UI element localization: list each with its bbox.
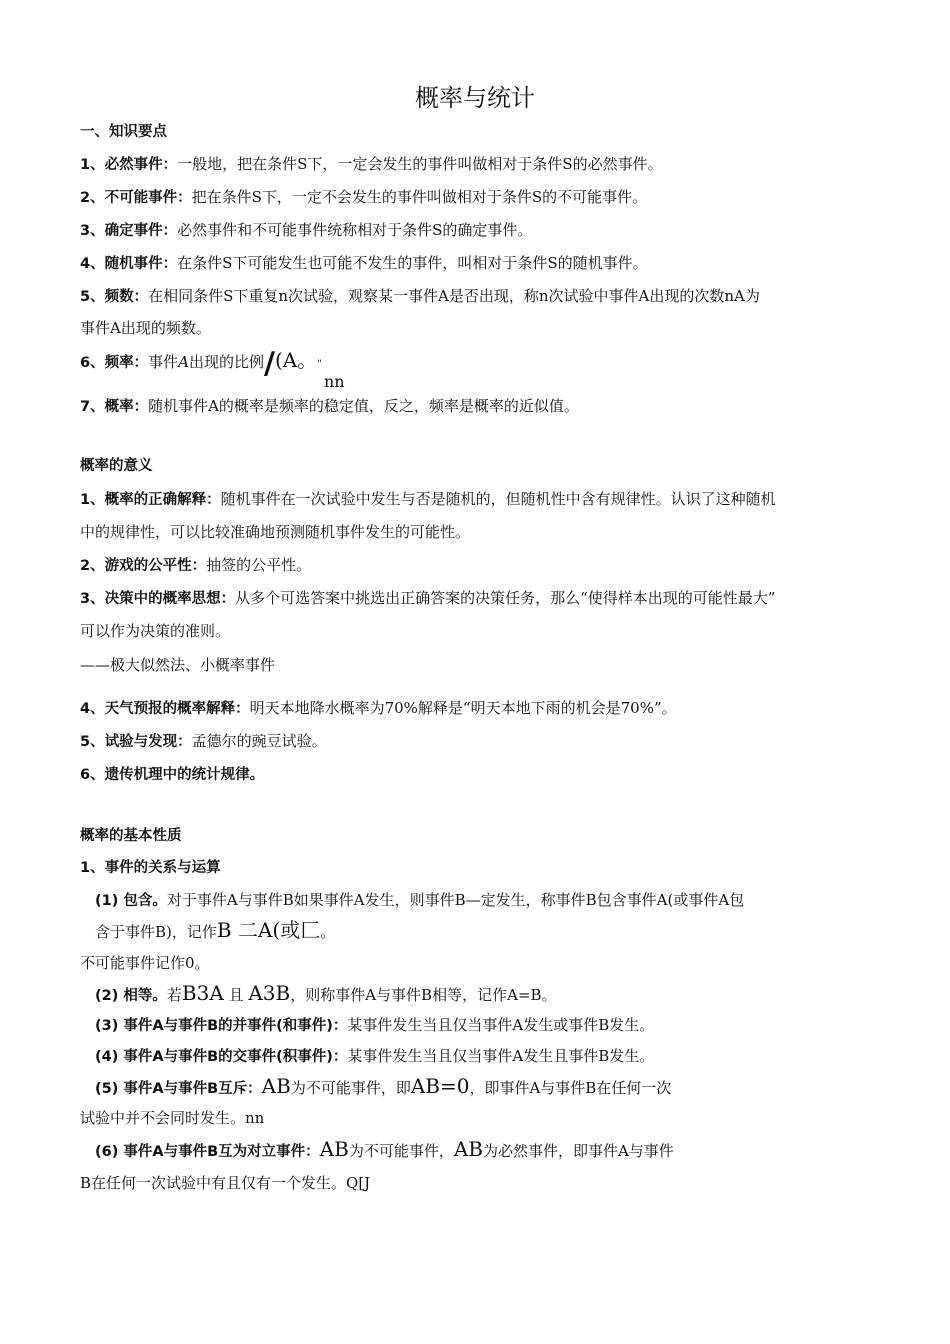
- item-frequency-rate: 6、频率：事件A出现的比例/(A。": [80, 346, 322, 381]
- item-weather-forecast: 4、天气预报的概率解释：明天本地降水概率为70%解释是“明天本地下雨的机会是70%”。: [80, 699, 677, 717]
- item-equality: (2) 相等。若B3A 且 A3B，则称事件A与事件B相等，记作A=B。: [95, 981, 557, 1005]
- item-experiment-discovery: 5、试验与发现：孟德尔的豌豆试验。: [80, 732, 327, 750]
- item-inclusion: (1) 包含。对于事件A与事件B如果事件A发生，则事件B—定发生，称事件B包含事件A(或事件A包: [95, 891, 745, 909]
- item-complementary-cont: B在任何一次试验中有且仅有一个发生。Q[J: [80, 1174, 371, 1192]
- item-frequency-count: 5、频数：在相同条件S下重复n次试验，观察某一事件A是否出现，称n次试验中事件A出现的次数nA为: [80, 287, 760, 305]
- item-correct-interpretation-cont: 中的规律性，可以比较准确地预测随机事件发生的可能性。: [80, 523, 471, 541]
- item-decision-thinking: 3、决策中的概率思想：从多个可选答案中挑选出正确答案的决策任务，那么“使得样本出现的可能性最大”: [80, 589, 776, 607]
- subheading-relations: 1、事件的关系与运算: [80, 860, 221, 876]
- item-probability: 7、概率：随机事件A的概率是频率的稳定值，反之，频率是概率的近似值。: [80, 397, 579, 415]
- page-title: 概率与统计: [415, 84, 535, 112]
- item-mutually-exclusive-cont: 试验中并不会同时发生。nn: [80, 1109, 265, 1127]
- item-certain-event: 1、必然事件：一般地，把在条件S下，一定会发生的事件叫做相对于条件S的必然事件。: [80, 155, 663, 173]
- section-heading-properties: 概率的基本性质: [80, 828, 182, 844]
- item-impossible-notation: 不可能事件记作0。: [80, 954, 210, 972]
- section-heading-meaning: 概率的意义: [80, 458, 153, 474]
- item-random-event: 4、随机事件：在条件S下可能发生也可能不发生的事件，叫相对于条件S的随机事件。: [80, 254, 648, 272]
- section-heading-knowledge: 一、知识要点: [80, 124, 167, 140]
- item-complementary: (6) 事件A与事件B互为对立事件：AB为不可能事件，AB为必然事件，即事件A与事件: [95, 1137, 674, 1161]
- item-decision-thinking-note: ——极大似然法、小概率事件: [80, 656, 276, 674]
- item-genetics: 6、遗传机理中的统计规律。: [80, 767, 265, 783]
- item-game-fairness: 2、游戏的公平性：抽签的公平性。: [80, 556, 312, 574]
- item-mutually-exclusive: (5) 事件A与事件B互斥：AB为不可能事件，即AB=0，即事件A与事件B在任何一次: [95, 1074, 672, 1098]
- frequency-denominator: nn: [324, 372, 345, 391]
- item-frequency-count-cont: 事件A出现的频数。: [80, 319, 211, 337]
- item-union: (3) 事件A与事件B的并事件(和事件)：某事件发生当且仅当事件A发生或事件B发生。: [95, 1016, 655, 1034]
- item-decision-thinking-cont: 可以作为决策的准则。: [80, 622, 231, 640]
- item-impossible-event: 2、不可能事件：把在条件S下，一定不会发生的事件叫做相对于条件S的不可能事件。: [80, 188, 648, 206]
- item-determined-event: 3、确定事件：必然事件和不可能事件统称相对于条件S的确定事件。: [80, 221, 533, 239]
- item-inclusion-cont: 含于事件B)，记作B 二A(或匚。: [95, 918, 336, 942]
- item-correct-interpretation: 1、概率的正确解释：随机事件在一次试验中发生与否是随机的，但随机性中含有规律性。认识了这种随机: [80, 490, 776, 508]
- item-intersection: (4) 事件A与事件B的交事件(积事件)：某事件发生当且仅当事件A发生且事件B发生。: [95, 1047, 655, 1065]
